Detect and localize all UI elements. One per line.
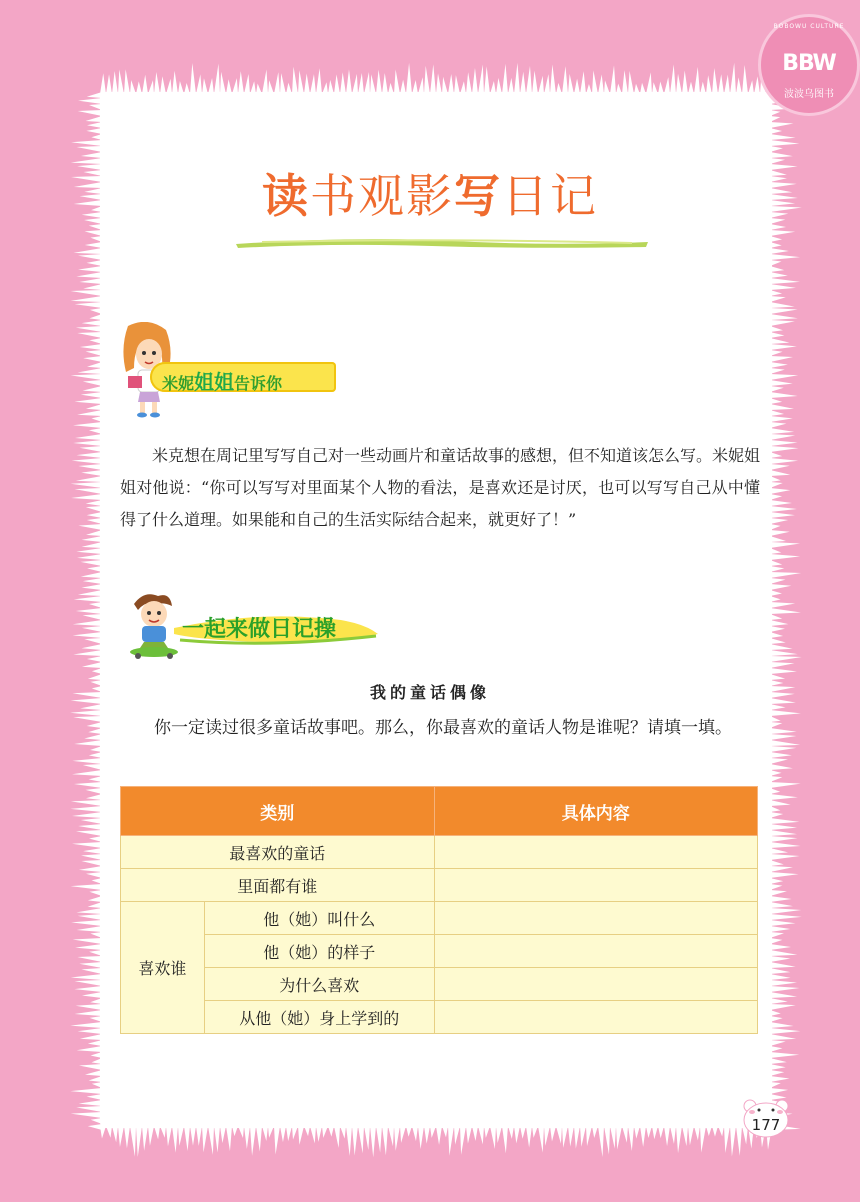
banner2-text: 一起来做日记操 xyxy=(182,617,337,642)
logo-ring-text: BOBOWU CULTURE xyxy=(773,23,845,30)
table-row xyxy=(121,1001,758,1034)
title-char: 观 xyxy=(358,169,406,223)
title-char: 记 xyxy=(550,169,598,223)
row-label: 他（她）叫什么 xyxy=(204,902,434,935)
banner-text xyxy=(162,366,282,395)
answer-cell[interactable] xyxy=(434,1001,757,1034)
group-label: 喜欢谁 xyxy=(121,902,205,1034)
row-label: 他（她）的样子 xyxy=(204,935,434,968)
fill-in-table xyxy=(120,786,758,1034)
answer-cell[interactable] xyxy=(434,902,757,935)
exercise-intro: 你一定读过很多童话故事吧。那么，你最喜欢的童话人物是谁呢？请填一填。 xyxy=(154,718,732,738)
banner-text-big: 姐姐 xyxy=(194,370,235,394)
exercise-title: 我的童话偶像 xyxy=(369,683,490,702)
title-char: 日 xyxy=(502,169,550,223)
table-header-row xyxy=(121,787,758,836)
row-label: 从他（她）身上学到的 xyxy=(204,1001,434,1034)
title-char: 书 xyxy=(310,169,358,223)
row-label: 为什么喜欢 xyxy=(204,968,434,1001)
title-brush-underline xyxy=(232,232,652,254)
table-row xyxy=(121,836,758,869)
banner-text-pre: 米妮 xyxy=(162,374,195,393)
table-row xyxy=(121,902,758,935)
story-paragraph: 米克想在周记里写写自己对一些动画片和童话故事的感想，但不知道该怎么写。米妮姐姐对他说：“你可以写写对里面某个人物的看法，是喜欢还是讨厌，也可以写写自己从中懂得了什么道理。如果能和自己的生活实际结合起来，就更好了！” xyxy=(120,446,761,529)
table-row xyxy=(121,968,758,1001)
header-category: 类别 xyxy=(121,787,435,836)
page-number: 177 xyxy=(751,1116,781,1134)
row-label: 里面都有谁 xyxy=(121,869,435,902)
answer-cell[interactable] xyxy=(434,869,757,902)
publisher-logo xyxy=(758,14,860,116)
logo-mark: BBW xyxy=(782,51,836,76)
section-banner-minnie xyxy=(150,362,336,392)
page-title xyxy=(0,160,860,226)
table-row xyxy=(121,935,758,968)
answer-cell[interactable] xyxy=(434,968,757,1001)
row-label: 最喜欢的童话 xyxy=(121,836,435,869)
table-row xyxy=(121,869,758,902)
section-banner-diary-exercise xyxy=(170,606,380,646)
answer-cell[interactable] xyxy=(434,836,757,869)
title-char: 读 xyxy=(262,169,310,223)
title-char: 影 xyxy=(406,169,454,223)
answer-cell[interactable] xyxy=(434,935,757,968)
title-char: 写 xyxy=(454,169,502,223)
header-content: 具体内容 xyxy=(434,787,757,836)
page-number-badge xyxy=(740,1098,792,1138)
banner-text-post: 告诉你 xyxy=(234,374,283,393)
logo-cn-text: 波波乌图书 xyxy=(784,89,834,100)
